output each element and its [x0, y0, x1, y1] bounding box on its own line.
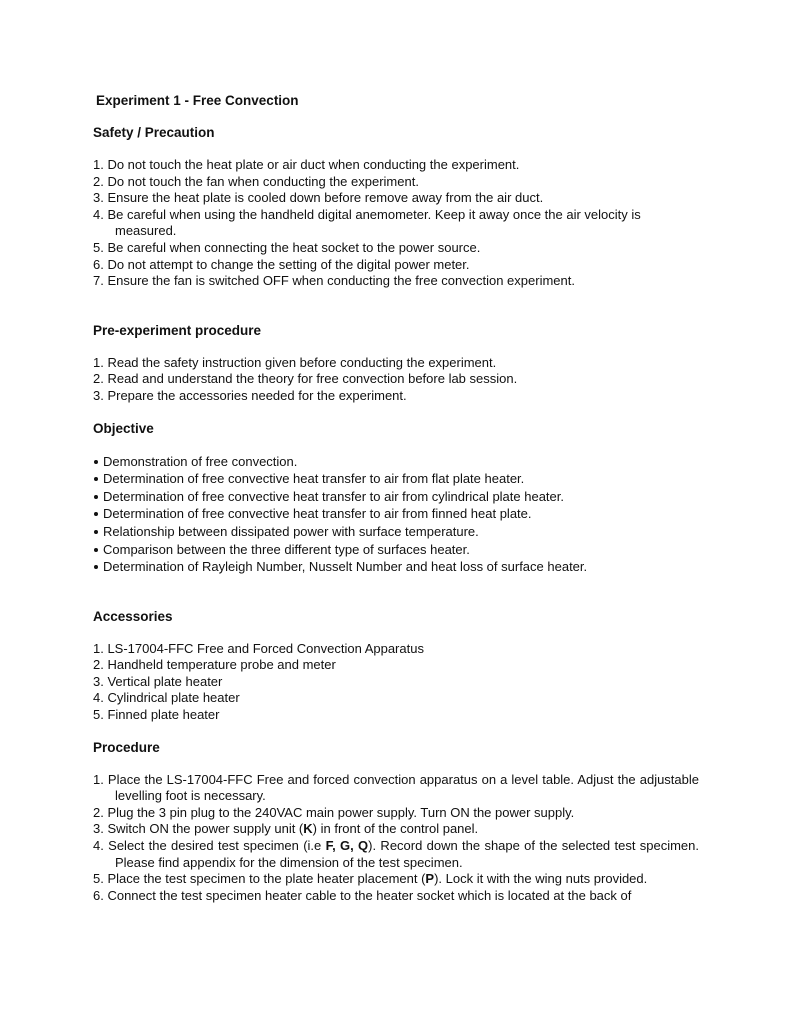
pre-experiment-heading: Pre-experiment procedure	[93, 322, 262, 338]
list-item: 7. Ensure the fan is switched OFF when conducting the free convection experiment.	[93, 273, 575, 289]
safety-heading: Safety / Precaution	[93, 125, 215, 140]
list-item: Comparison between the three different type of surfaces heater.	[93, 541, 699, 559]
list-item: 1. Do not touch the heat plate or air duct when conducting the experiment.	[93, 157, 520, 172]
safety-list	[93, 157, 699, 290]
accessories-list	[93, 641, 699, 724]
objective-heading: Objective	[93, 420, 154, 436]
list-item	[93, 871, 699, 888]
list-item: 1. LS-17004-FFC Free and Forced Convection Apparatus	[93, 640, 424, 656]
list-item: 5. Finned plate heater	[93, 707, 220, 723]
list-item: 5. Be careful when connecting the heat socket to the power source.	[93, 239, 481, 255]
document-page	[93, 92, 699, 904]
list-item: 3. Ensure the heat plate is cooled down before remove away from the air duct.	[93, 190, 544, 206]
list-item: 6. Do not attempt to change the setting of the digital power meter.	[93, 256, 470, 272]
list-item: Determination of free convective heat transfer to air from finned heat plate.	[93, 505, 699, 523]
list-item: 2. Plug the 3 pin plug to the 240VAC main power supply. Turn ON the power supply.	[93, 804, 575, 820]
text-run: 3. Switch ON the power supply unit (	[93, 821, 304, 837]
list-item: Determination of free convective heat transfer to air from cylindrical plate heater.	[93, 488, 699, 506]
list-item: 2. Read and understand the theory for free convection before lab session.	[93, 371, 518, 387]
text-run: ) in front of the control panel.	[312, 821, 479, 837]
label-k: K	[303, 821, 313, 837]
procedure-heading: Procedure	[93, 739, 160, 755]
text-run: 5. Place the test specimen to the plate heater placement (	[93, 871, 426, 887]
objective-list	[93, 453, 699, 576]
text-run: ). Record down the shape of the selected test specimen. Please find appendix for the dimension of the test specimen.	[115, 838, 699, 870]
label-fgq: F, G, Q	[325, 838, 369, 854]
list-item: 2. Do not touch the fan when conducting the experiment.	[93, 173, 419, 189]
list-item: 3. Vertical plate heater	[93, 673, 223, 689]
procedure-list	[93, 772, 699, 905]
text-run: 4. Select the desired test specimen (i.e	[93, 838, 326, 854]
list-item: 1. Read the safety instruction given before conducting the experiment.	[93, 354, 497, 370]
list-item: Demonstration of free convection.	[93, 453, 699, 471]
list-item: 2. Handheld temperature probe and meter	[93, 657, 336, 673]
list-item: Determination of free convective heat transfer to air from flat plate heater.	[93, 470, 699, 488]
pre-experiment-list	[93, 355, 699, 405]
list-item: 3. Prepare the accessories needed for the experiment.	[93, 387, 407, 403]
list-item: Relationship between dissipated power with surface temperature.	[93, 523, 699, 541]
page-title: Experiment 1 - Free Convection	[96, 93, 299, 108]
list-item	[93, 821, 699, 838]
accessories-heading: Accessories	[93, 608, 173, 624]
list-item	[93, 838, 699, 871]
text-run: ). Lock it with the wing nuts provided.	[434, 871, 648, 887]
list-item: 4. Cylindrical plate heater	[93, 690, 240, 706]
list-item: Determination of Rayleigh Number, Nusselt Number and heat loss of surface heater.	[93, 558, 699, 576]
label-p: P	[425, 871, 435, 887]
list-item: 4. Be careful when using the handheld digital anemometer. Keep it away once the air velocity is measured.	[93, 206, 641, 239]
list-item: 1. Place the LS-17004-FFC Free and forced convection apparatus on a level table. Adjust the adjustable levelling foot is necessary.	[93, 771, 699, 804]
list-item: 6. Connect the test specimen heater cable to the heater socket which is located at the back of	[93, 887, 632, 903]
